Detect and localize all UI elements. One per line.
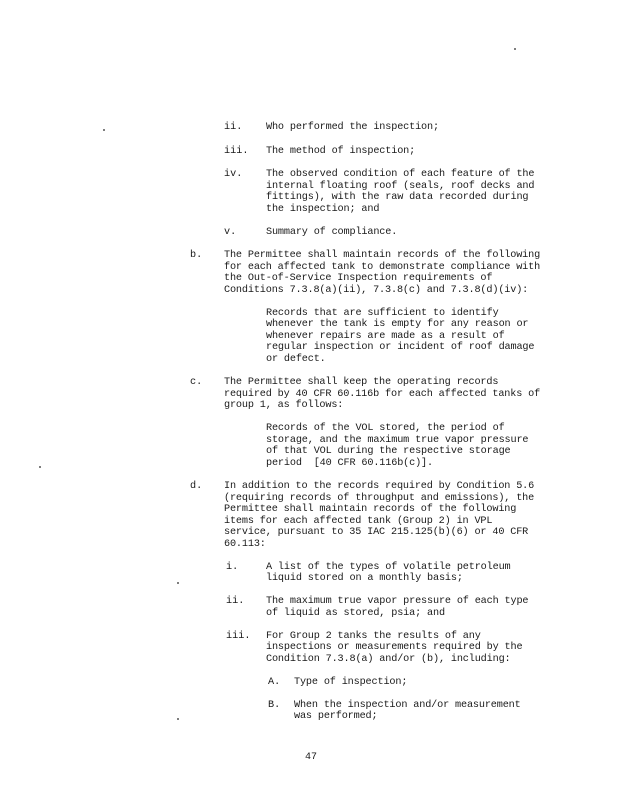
scan-speck <box>177 718 179 720</box>
body-line: The maximum true vapor pressure of each type <box>266 596 529 607</box>
body-line: service, pursuant to 35 IAC 215.125(b)(6) or 40 CFR <box>224 527 529 538</box>
body-line: was performed; <box>294 711 378 722</box>
body-line: The observed condition of each feature of the <box>266 169 535 180</box>
body-line: When the inspection and/or measurement <box>294 700 521 711</box>
body-line: group 1, as follows: <box>224 400 344 411</box>
scan-speck <box>103 129 105 131</box>
item-label: i. <box>226 562 239 573</box>
item-label: iii. <box>224 146 249 157</box>
section-label: b. <box>190 250 203 261</box>
body-line: required by 40 CFR 60.116b for each affected tanks of <box>224 389 541 400</box>
body-line: items for each affected tank (Group 2) in VPL <box>224 516 493 527</box>
body-line: Summary of compliance. <box>266 227 398 238</box>
section-label: c. <box>190 377 203 388</box>
body-line: The Permittee shall maintain records of the following <box>224 250 541 261</box>
body-line: Permittee shall maintain records of the following <box>224 504 517 515</box>
body-line: inspections or measurements required by the <box>266 642 523 653</box>
body-line: The Permittee shall keep the operating records <box>224 377 499 388</box>
item-label: v. <box>224 227 237 238</box>
body-line: Condition 7.3.8(a) and/or (b), including: <box>266 654 511 665</box>
body-line: For Group 2 tanks the results of any <box>266 631 481 642</box>
scan-speck <box>39 466 41 468</box>
body-line: Records of the VOL stored, the period of <box>266 423 505 434</box>
subitem-label: A. <box>268 677 281 688</box>
body-line: whenever repairs are made as a result of <box>266 331 505 342</box>
body-line: (requiring records of throughput and emissions), the <box>224 493 535 504</box>
body-line: Type of inspection; <box>294 677 408 688</box>
scan-speck <box>514 48 516 50</box>
body-line: In addition to the records required by Condition 5.6 <box>224 481 535 492</box>
subitem-label: B. <box>268 700 281 711</box>
body-line: of that VOL during the respective storage <box>266 446 511 457</box>
body-line: the inspection; and <box>266 204 380 215</box>
body-line: Conditions 7.3.8(a)(ii), 7.3.8(c) and 7.3.8(d)(iv): <box>224 285 529 296</box>
body-line: 60.113: <box>224 539 266 550</box>
body-line: or defect. <box>266 354 326 365</box>
body-line: regular inspection or incident of roof damage <box>266 342 535 353</box>
body-line: the Out-of-Service Inspection requirements of <box>224 273 493 284</box>
body-line: fittings), with the raw data recorded during <box>266 192 529 203</box>
scan-speck <box>177 582 179 584</box>
body-line: internal floating roof (seals, roof decks and <box>266 181 535 192</box>
page-number: 47 <box>305 752 318 763</box>
item-label: iii. <box>226 631 251 642</box>
body-line: whenever the tank is empty for any reason or <box>266 319 529 330</box>
body-line: The method of inspection; <box>266 146 416 157</box>
section-label: d. <box>190 481 203 492</box>
body-line: Who performed the inspection; <box>266 122 439 133</box>
body-line: A list of the types of volatile petroleum <box>266 562 511 573</box>
item-label: ii. <box>226 596 245 607</box>
item-label: ii. <box>224 122 243 133</box>
body-line: for each affected tank to demonstrate compliance with <box>224 262 541 273</box>
body-line: liquid stored on a monthly basis; <box>266 573 463 584</box>
body-line: Records that are sufficient to identify <box>266 308 499 319</box>
body-line: storage, and the maximum true vapor pressure <box>266 435 529 446</box>
body-line: of liquid as stored, psia; and <box>266 608 445 619</box>
item-label: iv. <box>224 169 243 180</box>
body-line: period [40 CFR 60.116b(c)]. <box>266 458 433 469</box>
